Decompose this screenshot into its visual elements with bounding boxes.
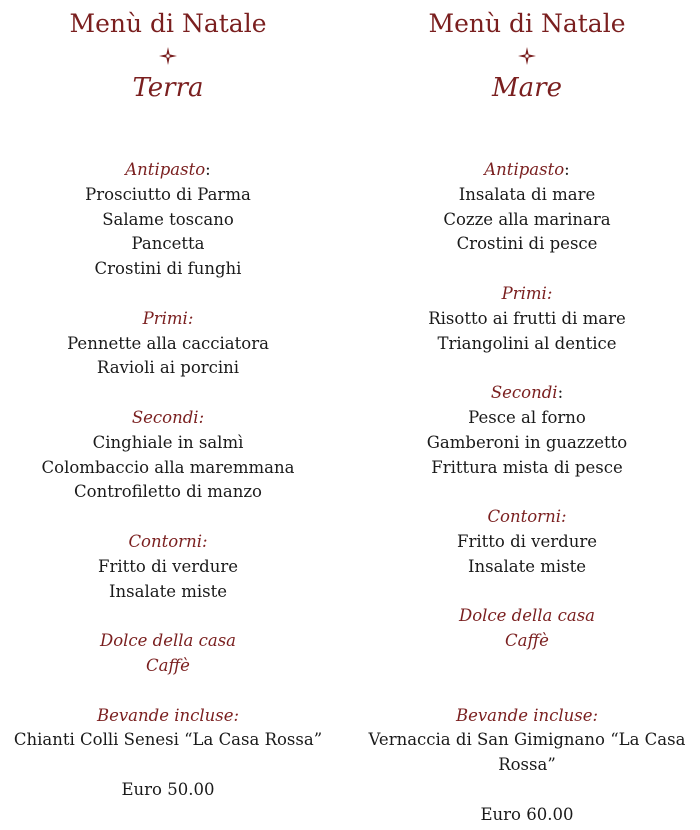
menu-item: Triangolini al dentice xyxy=(437,333,617,353)
menu-title: Menù di Natale xyxy=(428,9,626,38)
menu-item: Fritto di verdure xyxy=(98,556,238,576)
section-heading: Antipasto: xyxy=(125,160,211,179)
menu-item: Risotto ai frutti di mare xyxy=(428,308,626,328)
section-heading: Secondi: xyxy=(131,407,205,427)
menu-terra xyxy=(0,0,336,799)
menu-item: Prosciutto di Parma xyxy=(85,184,251,204)
menu-body xyxy=(0,158,336,803)
four-point-star-icon xyxy=(518,47,536,65)
menu-item: Colombaccio alla maremmana xyxy=(41,457,295,477)
section-heading: Bevande incluse: xyxy=(455,705,599,725)
menu-item: Cinghiale in salmì xyxy=(92,432,244,452)
dessert-heading: Dolce della casa xyxy=(99,631,237,651)
coffee-heading: Caffè xyxy=(146,655,190,675)
wine-item: Vernaccia di San Gimignano “La Casa Rossa” xyxy=(368,730,686,775)
section-heading: Contorni: xyxy=(128,531,208,551)
section-heading: Bevande incluse: xyxy=(96,705,240,725)
menu-item: Pancetta xyxy=(131,234,205,254)
menu-item: Crostini di pesce xyxy=(456,234,598,254)
section-heading: Antipasto: xyxy=(484,160,570,179)
menu-item: Pennette alla cacciatora xyxy=(67,333,269,353)
price: Euro 60.00 xyxy=(480,804,574,824)
menu-body xyxy=(354,158,700,828)
price: Euro 50.00 xyxy=(121,779,215,799)
menu-item: Controfiletto di manzo xyxy=(74,482,262,502)
wine-item: Chianti Colli Senesi “La Casa Rossa” xyxy=(13,730,323,750)
ornament xyxy=(0,42,336,70)
section-heading: Primi: xyxy=(501,283,553,303)
menu-item: Insalate miste xyxy=(468,556,586,576)
menu-item: Crostini di funghi xyxy=(94,259,242,279)
menu-item: Insalata di mare xyxy=(458,184,596,204)
menu-title: Menù di Natale xyxy=(69,9,267,38)
menu-item: Fritto di verdure xyxy=(457,531,597,551)
section-heading: Primi: xyxy=(142,308,194,328)
menu-subtitle: Terra xyxy=(132,73,204,103)
menu-mare xyxy=(354,0,700,824)
menu-subtitle: Mare xyxy=(492,73,562,103)
dessert-heading: Dolce della casa xyxy=(458,606,596,626)
menu-item: Gamberoni in guazzetto xyxy=(426,432,628,452)
coffee-heading: Caffè xyxy=(505,631,549,651)
menu-item: Insalate miste xyxy=(109,581,227,601)
menu-item: Ravioli ai porcini xyxy=(96,358,240,378)
menu-item: Salame toscano xyxy=(102,209,234,229)
ornament xyxy=(354,42,700,70)
menu-item: Frittura mista di pesce xyxy=(431,457,623,477)
menu-item: Pesce al forno xyxy=(468,407,586,427)
section-heading: Secondi: xyxy=(490,383,564,403)
menu-item: Cozze alla marinara xyxy=(443,209,611,229)
section-heading: Contorni: xyxy=(487,507,567,527)
four-point-star-icon xyxy=(159,47,177,65)
